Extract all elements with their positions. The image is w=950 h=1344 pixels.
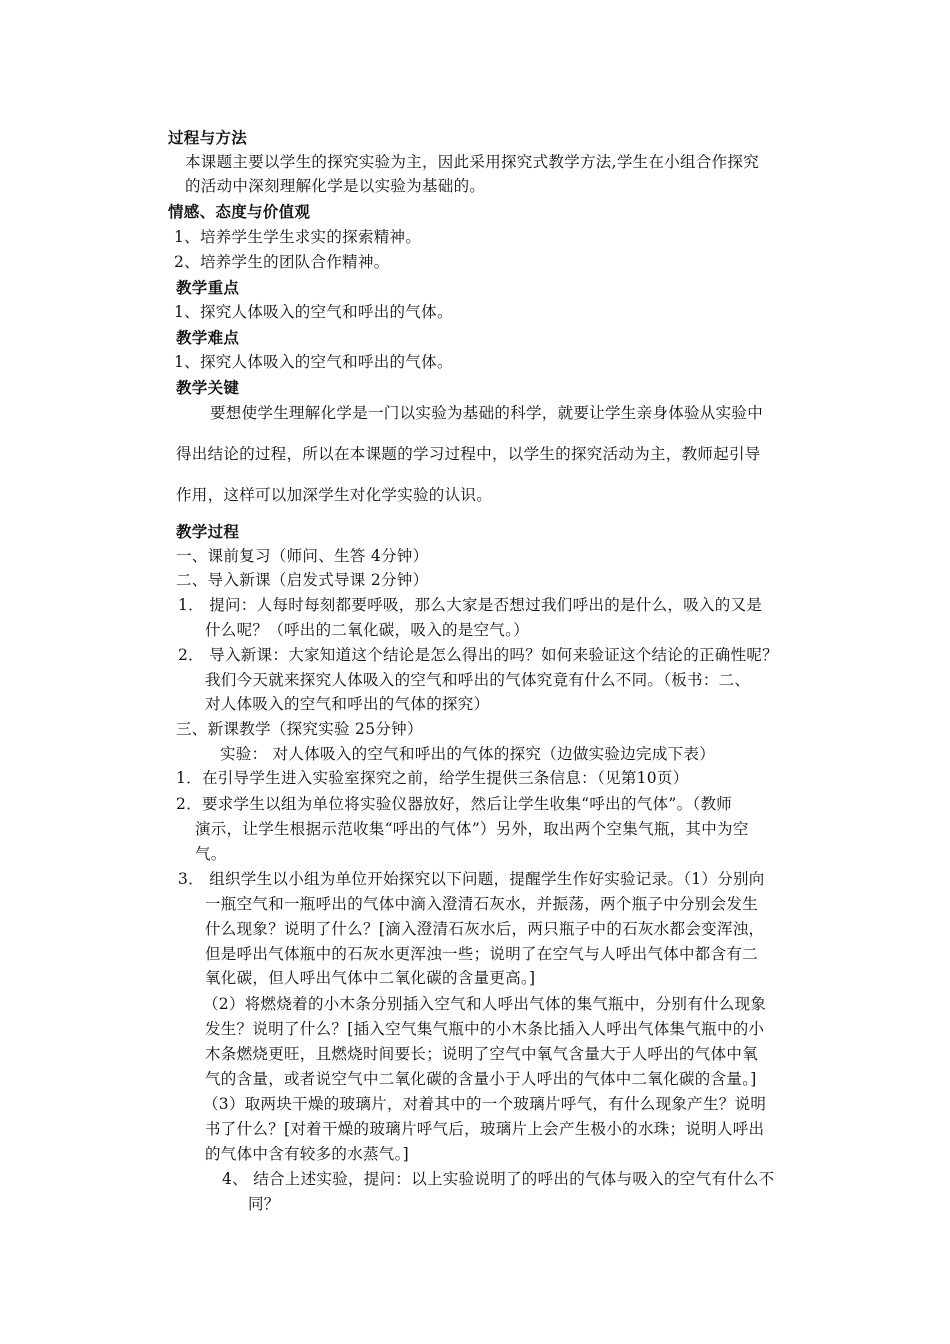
- paragraph-line: 气的含量，或者说空气中二氧化碳的含量小于人呼出的气体中二氧化碳的含量。]: [205, 1070, 757, 1088]
- heading-key: 教学关键: [176, 379, 240, 397]
- heading-difficulty: 教学难点: [176, 329, 240, 347]
- list-item: 1、培养学生学生求实的探索精神。: [174, 228, 422, 246]
- heading-teaching-process: 教学过程: [176, 523, 240, 541]
- paragraph-line: 同？: [248, 1195, 280, 1213]
- paragraph-line: 2．要求学生以组为单位将实验仪器放好，然后让学生收集“呼出的气体”。（教师: [176, 795, 733, 813]
- paragraph-line: 本课题主要以学生的探究实验为主，因此采用探究式教学方法,学生在小组合作探究: [185, 153, 760, 171]
- heading-process-method: 过程与方法: [168, 129, 248, 147]
- paragraph-line: 一、课前复习（师问、生答 4分钟）: [176, 547, 429, 565]
- paragraph-line: 3． 组织学生以小组为单位开始探究以下问题，提醒学生作好实验记录。（1）分别向: [178, 870, 765, 888]
- paragraph-line: 一瓶空气和一瓶呼出的气体中滴入澄清石灰水，并振荡，两个瓶子中分别会发生: [205, 895, 759, 913]
- paragraph-line: 二、导入新课（启发式导课 2分钟）: [176, 571, 429, 589]
- paragraph-line: 得出结论的过程，所以在本课题的学习过程中，以学生的探究活动为主，教师起引导: [176, 445, 761, 463]
- paragraph-line: 对人体吸入的空气和呼出的气体的探究）: [205, 695, 490, 713]
- paragraph-line: 作用，这样可以加深学生对化学实验的认识。: [176, 486, 493, 504]
- paragraph-line: 要想使学生理解化学是一门以实验为基础的科学，就要让学生亲身体验从实验中: [210, 404, 764, 422]
- paragraph-line: （3）取两块干燥的玻璃片，对着其中的一个玻璃片呼气，有什么现象产生？说明: [203, 1095, 767, 1113]
- paragraph-line: 1． 提问：人每时每刻都要呼吸，那么大家是否想过我们呼出的是什么，吸入的又是: [178, 596, 763, 614]
- paragraph-line: 什么呢？（呼出的二氧化碳，吸入的是空气。）: [205, 621, 530, 639]
- paragraph-line: （2）将燃烧着的小木条分别插入空气和人呼出气体的集气瓶中，分别有什么现象: [203, 995, 767, 1013]
- paragraph-line: 书了什么？[对着干燥的玻璃片呼气后，玻璃片上会产生极小的水珠；说明人呼出: [205, 1120, 765, 1138]
- paragraph-line: 氧化碳，但人呼出气体中二氧化碳的含量更高。]: [205, 969, 536, 987]
- paragraph-line: 木条燃烧更旺，且燃烧时间要长；说明了空气中氧气含量大于人呼出的气体中氧: [205, 1045, 759, 1063]
- paragraph-line: 发生？说明了什么？[插入空气集气瓶中的小木条比插入人呼出气体集气瓶中的小: [205, 1020, 765, 1038]
- heading-key-point: 教学重点: [176, 279, 240, 297]
- paragraph-line: 1、探究人体吸入的空气和呼出的气体。: [174, 303, 453, 321]
- paragraph-line: 1、探究人体吸入的空气和呼出的气体。: [174, 353, 453, 371]
- paragraph-line: 但是呼出气体瓶中的石灰水更浑浊一些；说明了在空气与人呼出气体中都含有二: [205, 945, 759, 963]
- paragraph-line: 气。: [195, 845, 227, 863]
- list-item: 2、培养学生的团队合作精神。: [174, 253, 390, 271]
- paragraph-line: 三、新课教学（探究实验 25分钟）: [176, 720, 423, 738]
- paragraph-line: 的活动中深刻理解化学是以实验为基础的。: [185, 177, 486, 195]
- paragraph-line: 演示，让学生根据示范收集“呼出的气体”）另外，取出两个空集气瓶，其中为空: [195, 820, 749, 838]
- paragraph-line: 2． 导入新课：大家知道这个结论是怎么得出的吗？如何来验证这个结论的正确性呢？: [178, 646, 778, 664]
- paragraph-line: 1．在引导学生进入实验室探究之前，给学生提供三条信息：（见第10页）: [176, 769, 689, 787]
- paragraph-line: 我们今天就来探究人体吸入的空气和呼出的气体究竟有什么不同。（板书：二、: [205, 671, 751, 689]
- heading-emotion: 情感、态度与价值观: [168, 203, 311, 221]
- paragraph-line: 什么现象？说明了什么？[滴入澄清石灰水后，两只瓶子中的石灰水都会变浑浊，: [205, 920, 765, 938]
- paragraph-line: 4、 结合上述实验，提问：以上实验说明了的呼出的气体与吸入的空气有什么不: [222, 1170, 775, 1188]
- paragraph-line: 的气体中含有较多的水蒸气。]: [205, 1145, 409, 1163]
- paragraph-line: 实验： 对人体吸入的空气和呼出的气体的探究（边做实验边完成下表）: [220, 745, 716, 763]
